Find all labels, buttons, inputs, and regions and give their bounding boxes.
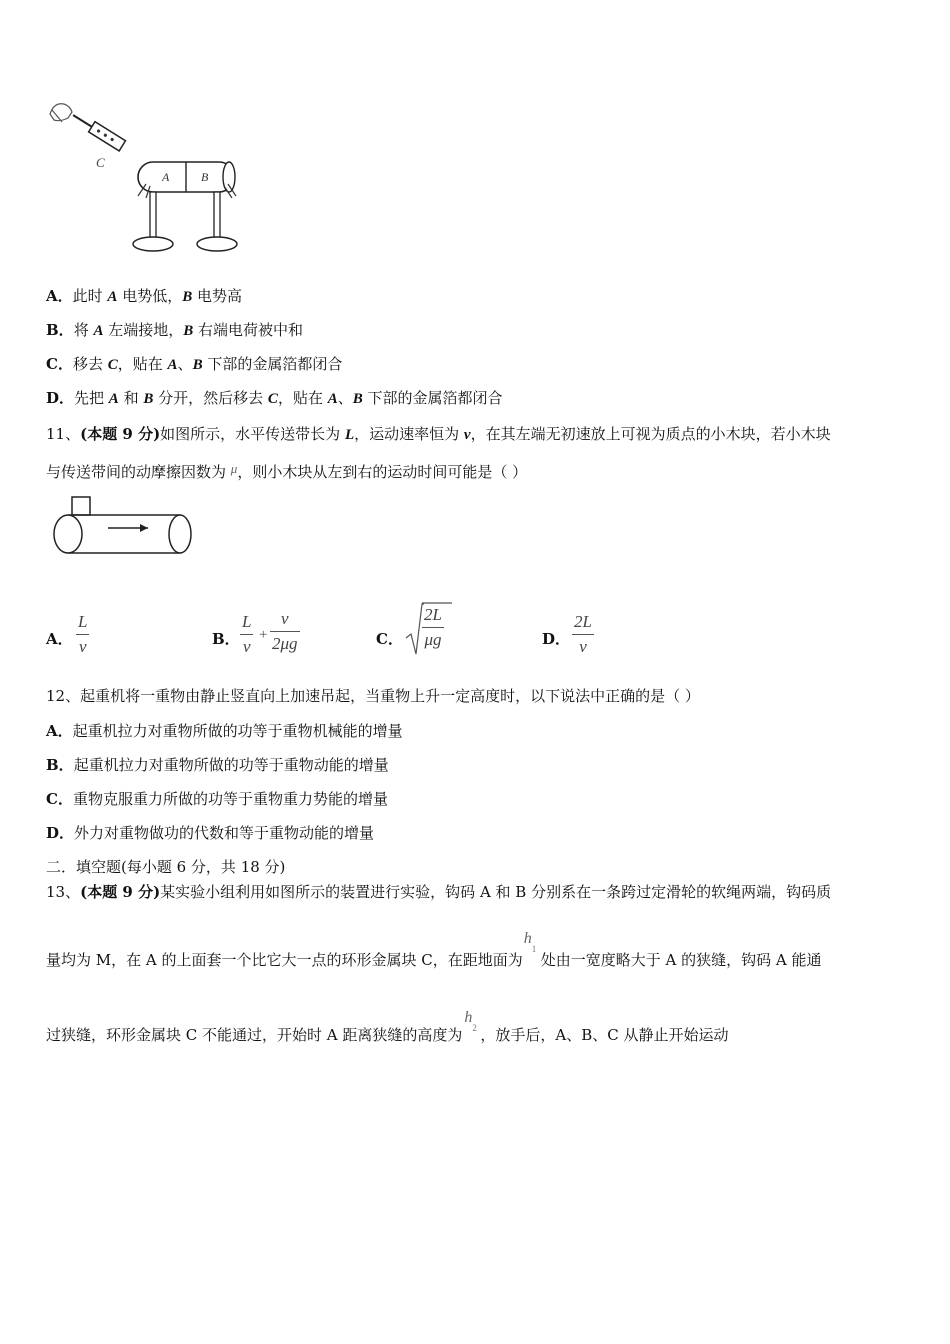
q10-option-b bbox=[46, 320, 303, 341]
figure-label-c: C bbox=[96, 155, 105, 170]
stem-text: ，放手后，A、B、C 从静止开始运动 bbox=[480, 1026, 729, 1044]
q12-option-a bbox=[46, 721, 403, 741]
q12-stem: 12、起重机将一重物由静止竖直向上加速吊起，当重物上升一定高度时，以下说法中正确的是（ ） bbox=[46, 687, 700, 705]
q13-stem-line1 bbox=[46, 882, 831, 902]
option-text: 重物克服重力所做的功等于重物重力势能的增量 bbox=[72, 790, 388, 808]
h-subscript: 1 bbox=[531, 944, 537, 954]
figure-label-a: A bbox=[162, 170, 170, 184]
option-key: A． bbox=[46, 287, 73, 305]
option-text: 电势低， bbox=[117, 287, 183, 305]
var: B bbox=[182, 289, 193, 305]
option-text: 起重机拉力对重物所做的功等于重物动能的增量 bbox=[73, 756, 389, 774]
option-text: 分开，然后移去 bbox=[153, 389, 268, 407]
q11-option-a-key: A． bbox=[46, 630, 73, 648]
denominator: v bbox=[242, 637, 251, 656]
q11-option-b-key: B． bbox=[212, 630, 240, 648]
numerator: L bbox=[242, 612, 252, 631]
var: A bbox=[167, 357, 178, 373]
figure-label-b: B bbox=[201, 170, 209, 184]
sqrt-overline bbox=[422, 602, 452, 606]
stem-text: 如图所示，水平传送带长为 bbox=[160, 425, 345, 443]
option-text: 外力对重物做功的代数和等于重物动能的增量 bbox=[74, 824, 375, 842]
stem-text: ，运动速率恒为 bbox=[354, 425, 464, 443]
question-score: (本题 9 分) bbox=[80, 425, 161, 443]
h1-symbol bbox=[523, 930, 541, 965]
denominator: μg bbox=[424, 630, 442, 649]
var: L bbox=[344, 427, 355, 443]
fraction-bar bbox=[270, 631, 300, 632]
q10-option-c bbox=[46, 354, 342, 375]
option-key: D． bbox=[46, 824, 75, 842]
option-text: ，贴在 bbox=[117, 355, 168, 373]
stem-text: 处由一宽度略大于 A 的狭缝，钩码 A 能通 bbox=[540, 951, 822, 969]
option-text: ，贴在 bbox=[277, 389, 328, 407]
var: A bbox=[108, 391, 119, 407]
q13-stem-line3 bbox=[46, 1009, 729, 1045]
denominator: 2μg bbox=[272, 634, 298, 653]
option-text: 、 bbox=[337, 389, 353, 407]
stem-text: 某实验小组利用如图所示的装置进行实验，钩码 A 和 B 分别系在一条跨过定滑轮的软绳两端，钩码质 bbox=[160, 883, 832, 901]
numerator: 2L bbox=[424, 605, 442, 624]
stem-text: ，在其左端无初速放上可视为质点的小木块，若小木块 bbox=[470, 425, 831, 443]
denominator: v bbox=[579, 637, 587, 656]
fraction-bar bbox=[572, 634, 594, 635]
stem-text: 量均为 M，在 A 的上面套一个比它大一点的环形金属块 C，在距地面为 bbox=[46, 951, 523, 969]
stem-text: ，则小木块从左到右的运动时间可能是（ ） bbox=[237, 463, 528, 481]
q11-option-c-key: C． bbox=[376, 630, 403, 648]
fraction-bar bbox=[76, 634, 89, 635]
option-text: 和 bbox=[118, 389, 144, 407]
option-text: 起重机拉力对重物所做的功等于重物机械能的增量 bbox=[72, 722, 403, 740]
question-score: (本题 9 分) bbox=[80, 883, 161, 901]
option-text: 移去 bbox=[72, 355, 108, 373]
option-key: A． bbox=[46, 722, 73, 740]
option-text: 、 bbox=[177, 355, 193, 373]
var: A bbox=[93, 323, 104, 339]
var: B bbox=[143, 391, 154, 407]
q12-option-b bbox=[46, 755, 389, 775]
question-number: 13、 bbox=[46, 883, 81, 901]
option-text: 将 bbox=[73, 321, 94, 339]
q12-option-c bbox=[46, 789, 388, 809]
option-key: D． bbox=[46, 389, 75, 407]
fraction-bar bbox=[240, 634, 253, 635]
option-text: 先把 bbox=[74, 389, 109, 407]
q11-option-d-fraction bbox=[572, 612, 594, 657]
var: A bbox=[327, 391, 338, 407]
numerator: v bbox=[281, 609, 289, 628]
stem-text: 与传送带间的动摩擦因数为 bbox=[46, 463, 231, 481]
q11-option-c-fraction bbox=[422, 605, 444, 650]
h2-symbol bbox=[462, 1009, 480, 1040]
denominator: v bbox=[78, 637, 87, 656]
q13-stem-line2 bbox=[46, 930, 822, 970]
h-letter: h bbox=[464, 1009, 473, 1026]
q10-option-a bbox=[46, 286, 242, 307]
fraction-bar bbox=[422, 627, 444, 628]
stem-text: 过狭缝，环形金属块 C 不能通过，开始时 A 距离狭缝的高度为 bbox=[46, 1026, 463, 1044]
var: C bbox=[107, 357, 118, 373]
q11-stem-line1 bbox=[46, 424, 831, 445]
option-key: C． bbox=[46, 790, 73, 808]
option-key: C． bbox=[46, 355, 73, 373]
mu-symbol: μ bbox=[230, 461, 238, 476]
numerator: 2L bbox=[574, 612, 592, 631]
section-title: 二．填空题(每小题 6 分，共 18 分) bbox=[46, 858, 286, 876]
q11-option-b-fraction2 bbox=[270, 609, 300, 654]
sqrt-sign-icon bbox=[404, 602, 424, 658]
q10-option-d bbox=[46, 388, 503, 409]
var: B bbox=[192, 357, 203, 373]
var: C bbox=[267, 391, 278, 407]
plus-sign: + bbox=[259, 627, 268, 643]
electrostatic-induction-figure bbox=[46, 98, 256, 260]
var: A bbox=[107, 289, 118, 305]
option-text: 此时 bbox=[72, 287, 108, 305]
conveyor-belt-figure bbox=[50, 495, 195, 559]
option-text: 左端接地， bbox=[103, 321, 184, 339]
option-key: B． bbox=[46, 756, 74, 774]
q12-option-d bbox=[46, 823, 374, 843]
q11-stem-line2 bbox=[46, 459, 527, 482]
option-text: 下部的金属箔都闭合 bbox=[362, 389, 503, 407]
h-subscript: 2 bbox=[472, 1023, 477, 1033]
h-letter: h bbox=[523, 930, 532, 947]
var: B bbox=[183, 323, 194, 339]
var: v bbox=[463, 427, 471, 443]
numerator: L bbox=[78, 612, 88, 631]
option-text: 下部的金属箔都闭合 bbox=[202, 355, 343, 373]
question-number: 11、 bbox=[46, 425, 81, 443]
option-text: 右端电荷被中和 bbox=[193, 321, 304, 339]
var: B bbox=[352, 391, 363, 407]
q11-option-d-key: D． bbox=[542, 630, 571, 648]
option-text: 电势高 bbox=[192, 287, 243, 305]
q11-option-b-fraction1 bbox=[240, 612, 253, 657]
option-key: B． bbox=[46, 321, 74, 339]
q11-option-a-fraction bbox=[76, 612, 89, 657]
